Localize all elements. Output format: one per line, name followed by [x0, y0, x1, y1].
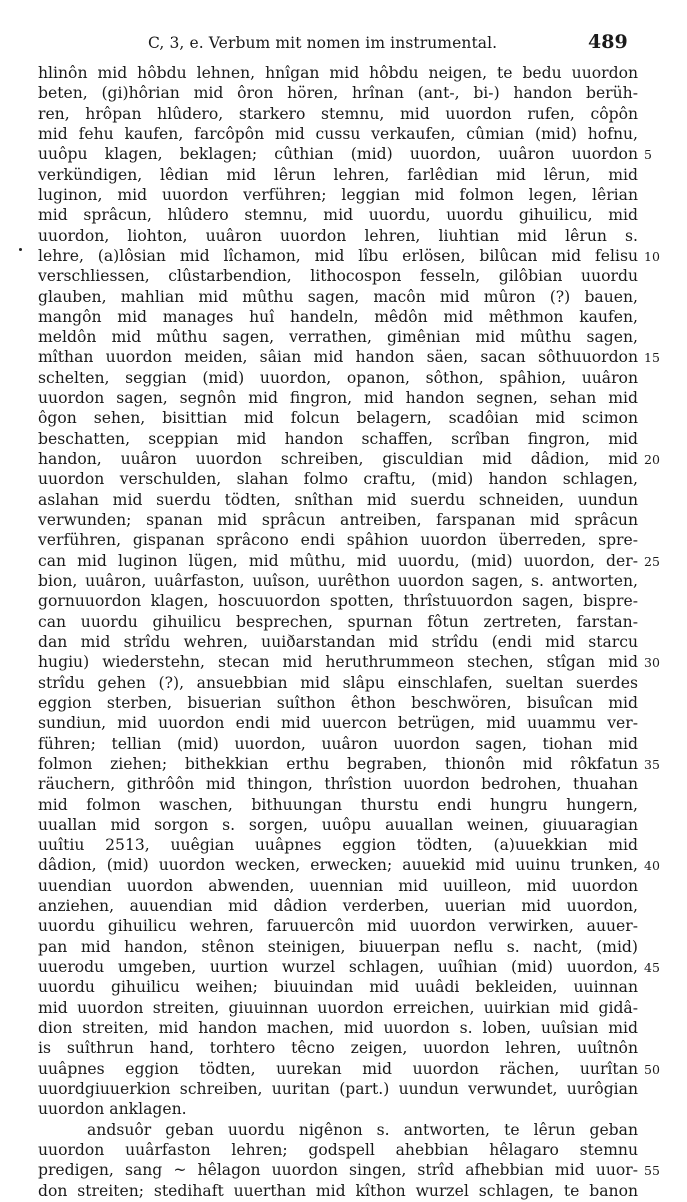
page-number: 489: [588, 31, 628, 53]
line-number: 25: [644, 553, 660, 569]
text-line: mid fehu kaufen, farcôpôn mid cussu verkaufen, cûmian (mid) hofnu,: [38, 124, 638, 143]
text-line: mîthan uuordon meiden, sâian mid handon säen, sacan sôthuuordon: [38, 348, 638, 367]
line-number: 50: [644, 1061, 660, 1077]
text-line: verführen, gispanan sprâcono endi spâhion uuordon überreden, spre-: [38, 531, 638, 550]
running-head: C, 3, e. Verbum mit nomen im instrumental.: [148, 34, 498, 52]
text-line: uuôpu klagen, beklagen; cûthian (mid) uuordon, uuâron uuordon: [38, 145, 638, 164]
text-line: strîdu gehen (?), ansuebbian mid slâpu einschlafen, sueltan suerdes: [38, 673, 638, 692]
text-line: dan mid strîdu wehren, uuiðarstandan mid strîdu (endi mid starcu: [38, 632, 638, 651]
text-line: uuordon anklagen.: [38, 1100, 187, 1119]
text-line: dion streiten, mid handon machen, mid uuordon s. loben, uuîsian mid: [38, 1019, 638, 1038]
line-number: 15: [644, 350, 660, 366]
text-line: uuendian uuordon abwenden, uuennian mid uuilleon, mid uuordon: [38, 876, 638, 895]
text-line: uuâpnes eggion tödten, uurekan mid uuordon rächen, uurîtan: [38, 1059, 638, 1078]
text-line: mid folmon waschen, bithuungan thurstu endi hungru hungern,: [38, 795, 638, 814]
text-line: verschliessen, clûstarbendion, lithocospon fesseln, gilôbian uuordu: [38, 267, 638, 286]
text-line: uuordon uuârfaston lehren; godspell ahebbian hêlagaro stemnu: [38, 1140, 638, 1159]
line-number: 30: [644, 655, 660, 671]
text-line: hugiu) wiederstehn, stecan mid heruthrummeon stechen, stîgan mid: [38, 653, 638, 672]
text-line: andsuôr geban uuordu nigênon s. antworten, te lêrun geban: [87, 1120, 638, 1139]
text-line: verwunden; spanan mid sprâcun antreiben, farspanan mid sprâcun: [38, 511, 638, 530]
text-line: hlinôn mid hôbdu lehnen, hnîgan mid hôbdu neigen, te bedu uuordon: [38, 64, 638, 82]
text-line: anziehen, auuendian mid dâdion verderben, uuerian mid uuordon,: [38, 897, 638, 916]
text-line: uuordon, liohton, uuâron uuordon lehren, liuhtian mid lêrun s.: [38, 226, 638, 245]
text-line: gornuuordon klagen, hoscuuordon spotten, thrîstuuordon sagen, bispre-: [38, 592, 638, 611]
text-line: uuordgiuuerkion schreiben, uuritan (part.) uundun verwundet, uurôgian: [38, 1080, 638, 1098]
text-line: predigen, sang ~ hêlagon uuordon singen, strîd afhebbian mid uuor-: [38, 1161, 638, 1180]
text-line: uuordon verschulden, slahan folmo craftu, (mid) handon schlagen,: [38, 470, 638, 489]
text-line: folmon ziehen; bithekkian erthu begraben, thionôn mid rôkfatun: [38, 754, 638, 773]
text-line: uuerodu umgeben, uurtion wurzel schlagen, uuîhian (mid) uuordon,: [38, 958, 638, 977]
text-line: dâdion, (mid) uuordon wecken, erwecken; auuekid mid uuinu trunken,: [38, 856, 638, 875]
text-line: führen; tellian (mid) uuordon, uuâron uuordon sagen, tiohan mid: [38, 734, 638, 753]
text-line: luginon, mid uuordon verführen; leggian mid folmon legen, lêrian: [38, 185, 638, 204]
text-line: uuordu gihuilicu weihen; biuuindan mid uuâdi bekleiden, uuinnan: [38, 978, 638, 997]
text-line: bion, uuâron, uuârfaston, uuîson, uurêthon uuordon sagen, s. antworten,: [38, 572, 638, 590]
text-line: mid uuordon streiten, giuuinnan uuordon erreichen, uuirkian mid gidâ-: [38, 998, 638, 1017]
text-line: can uuordu gihuilicu besprechen, spurnan fôtun zertreten, farstan-: [38, 612, 638, 631]
text-line: handon, uuâron uuordon schreiben, gisculdian mid dâdion, mid: [38, 450, 638, 469]
text-line: beten, (gi)hôrian mid ôron hören, hrînan (ant-, bi-) handon berüh-: [38, 84, 638, 103]
text-line: uuîtiu 2513, uuêgian uuâpnes eggion tödten, (a)uuekkian mid: [38, 836, 638, 855]
line-number: 35: [644, 756, 660, 772]
text-line: ren, hrôpan hlûdero, starkero stemnu, mid uuordon rufen, côpôn: [38, 104, 638, 123]
text-line: räuchern, githrôôn mid thingon, thrîstion uuordon bedrohen, thuahan: [38, 775, 638, 794]
text-line: uuordon sagen, segnôn mid fingron, mid handon segnen, sehan mid: [38, 389, 638, 408]
text-line: mangôn mid manages huî handeln, mêdôn mid mêthmon kaufen,: [38, 307, 638, 326]
text-line: meldôn mid mûthu sagen, verrathen, gimênian mid mûthu sagen,: [38, 328, 638, 347]
text-line: aslahan mid suerdu tödten, snîthan mid suerdu schneiden, uundun: [38, 490, 638, 509]
line-number: 45: [644, 960, 660, 976]
line-number: 40: [644, 858, 660, 874]
line-number: 55: [644, 1163, 660, 1179]
text-line: uuallan mid sorgon s. sorgen, uuôpu auuallan weinen, giuuaragian: [38, 815, 638, 834]
text-line: uuordu gihuilicu wehren, faruuercôn mid uuordon verwirken, auuer-: [38, 917, 638, 936]
text-line: verkündigen, lêdian mid lêrun lehren, farlêdian mid lêrun, mid: [38, 165, 638, 184]
text-line: sundiun, mid uuordon endi mid uuercon betrügen, mid uuammu ver-: [38, 714, 638, 733]
text-line: pan mid handon, stênon steinigen, biuuerpan neflu s. nacht, (mid): [38, 937, 638, 956]
line-number: 5: [644, 147, 652, 163]
text-line: glauben, mahlian mid mûthu sagen, macôn mid mûron (?) bauen,: [38, 287, 638, 306]
text-line: can mid luginon lügen, mid mûthu, mid uuordu, (mid) uuordon, der-: [38, 551, 638, 570]
line-number: 10: [644, 248, 660, 264]
text-line: lehre, (a)lôsian mid lîchamon, mid lîbu erlösen, bilûcan mid felisu: [38, 246, 638, 265]
text-line: don streiten; stedihaft uuerthan mid kîthon wurzel schlagen, te banon: [38, 1181, 638, 1200]
text-line: schelten, seggian (mid) uuordon, opanon, sôthon, spâhion, uuâron: [38, 368, 638, 387]
line-number: 20: [644, 452, 660, 468]
text-line: ôgon sehen, bisittian mid folcun belagern, scadôian mid scimon: [38, 409, 638, 428]
text-line: beschatten, sceppian mid handon schaffen, scrîban fingron, mid: [38, 429, 638, 448]
text-line: is suîthrun hand, torhtero têcno zeigen, uuordon lehren, uuîtnôn: [38, 1039, 638, 1058]
text-line: eggion sterben, bisuerian suîthon êthon beschwören, bisuîcan mid: [38, 693, 638, 712]
text-line: mid sprâcun, hlûdero stemnu, mid uuordu, uuordu gihuilicu, mid: [38, 206, 638, 225]
